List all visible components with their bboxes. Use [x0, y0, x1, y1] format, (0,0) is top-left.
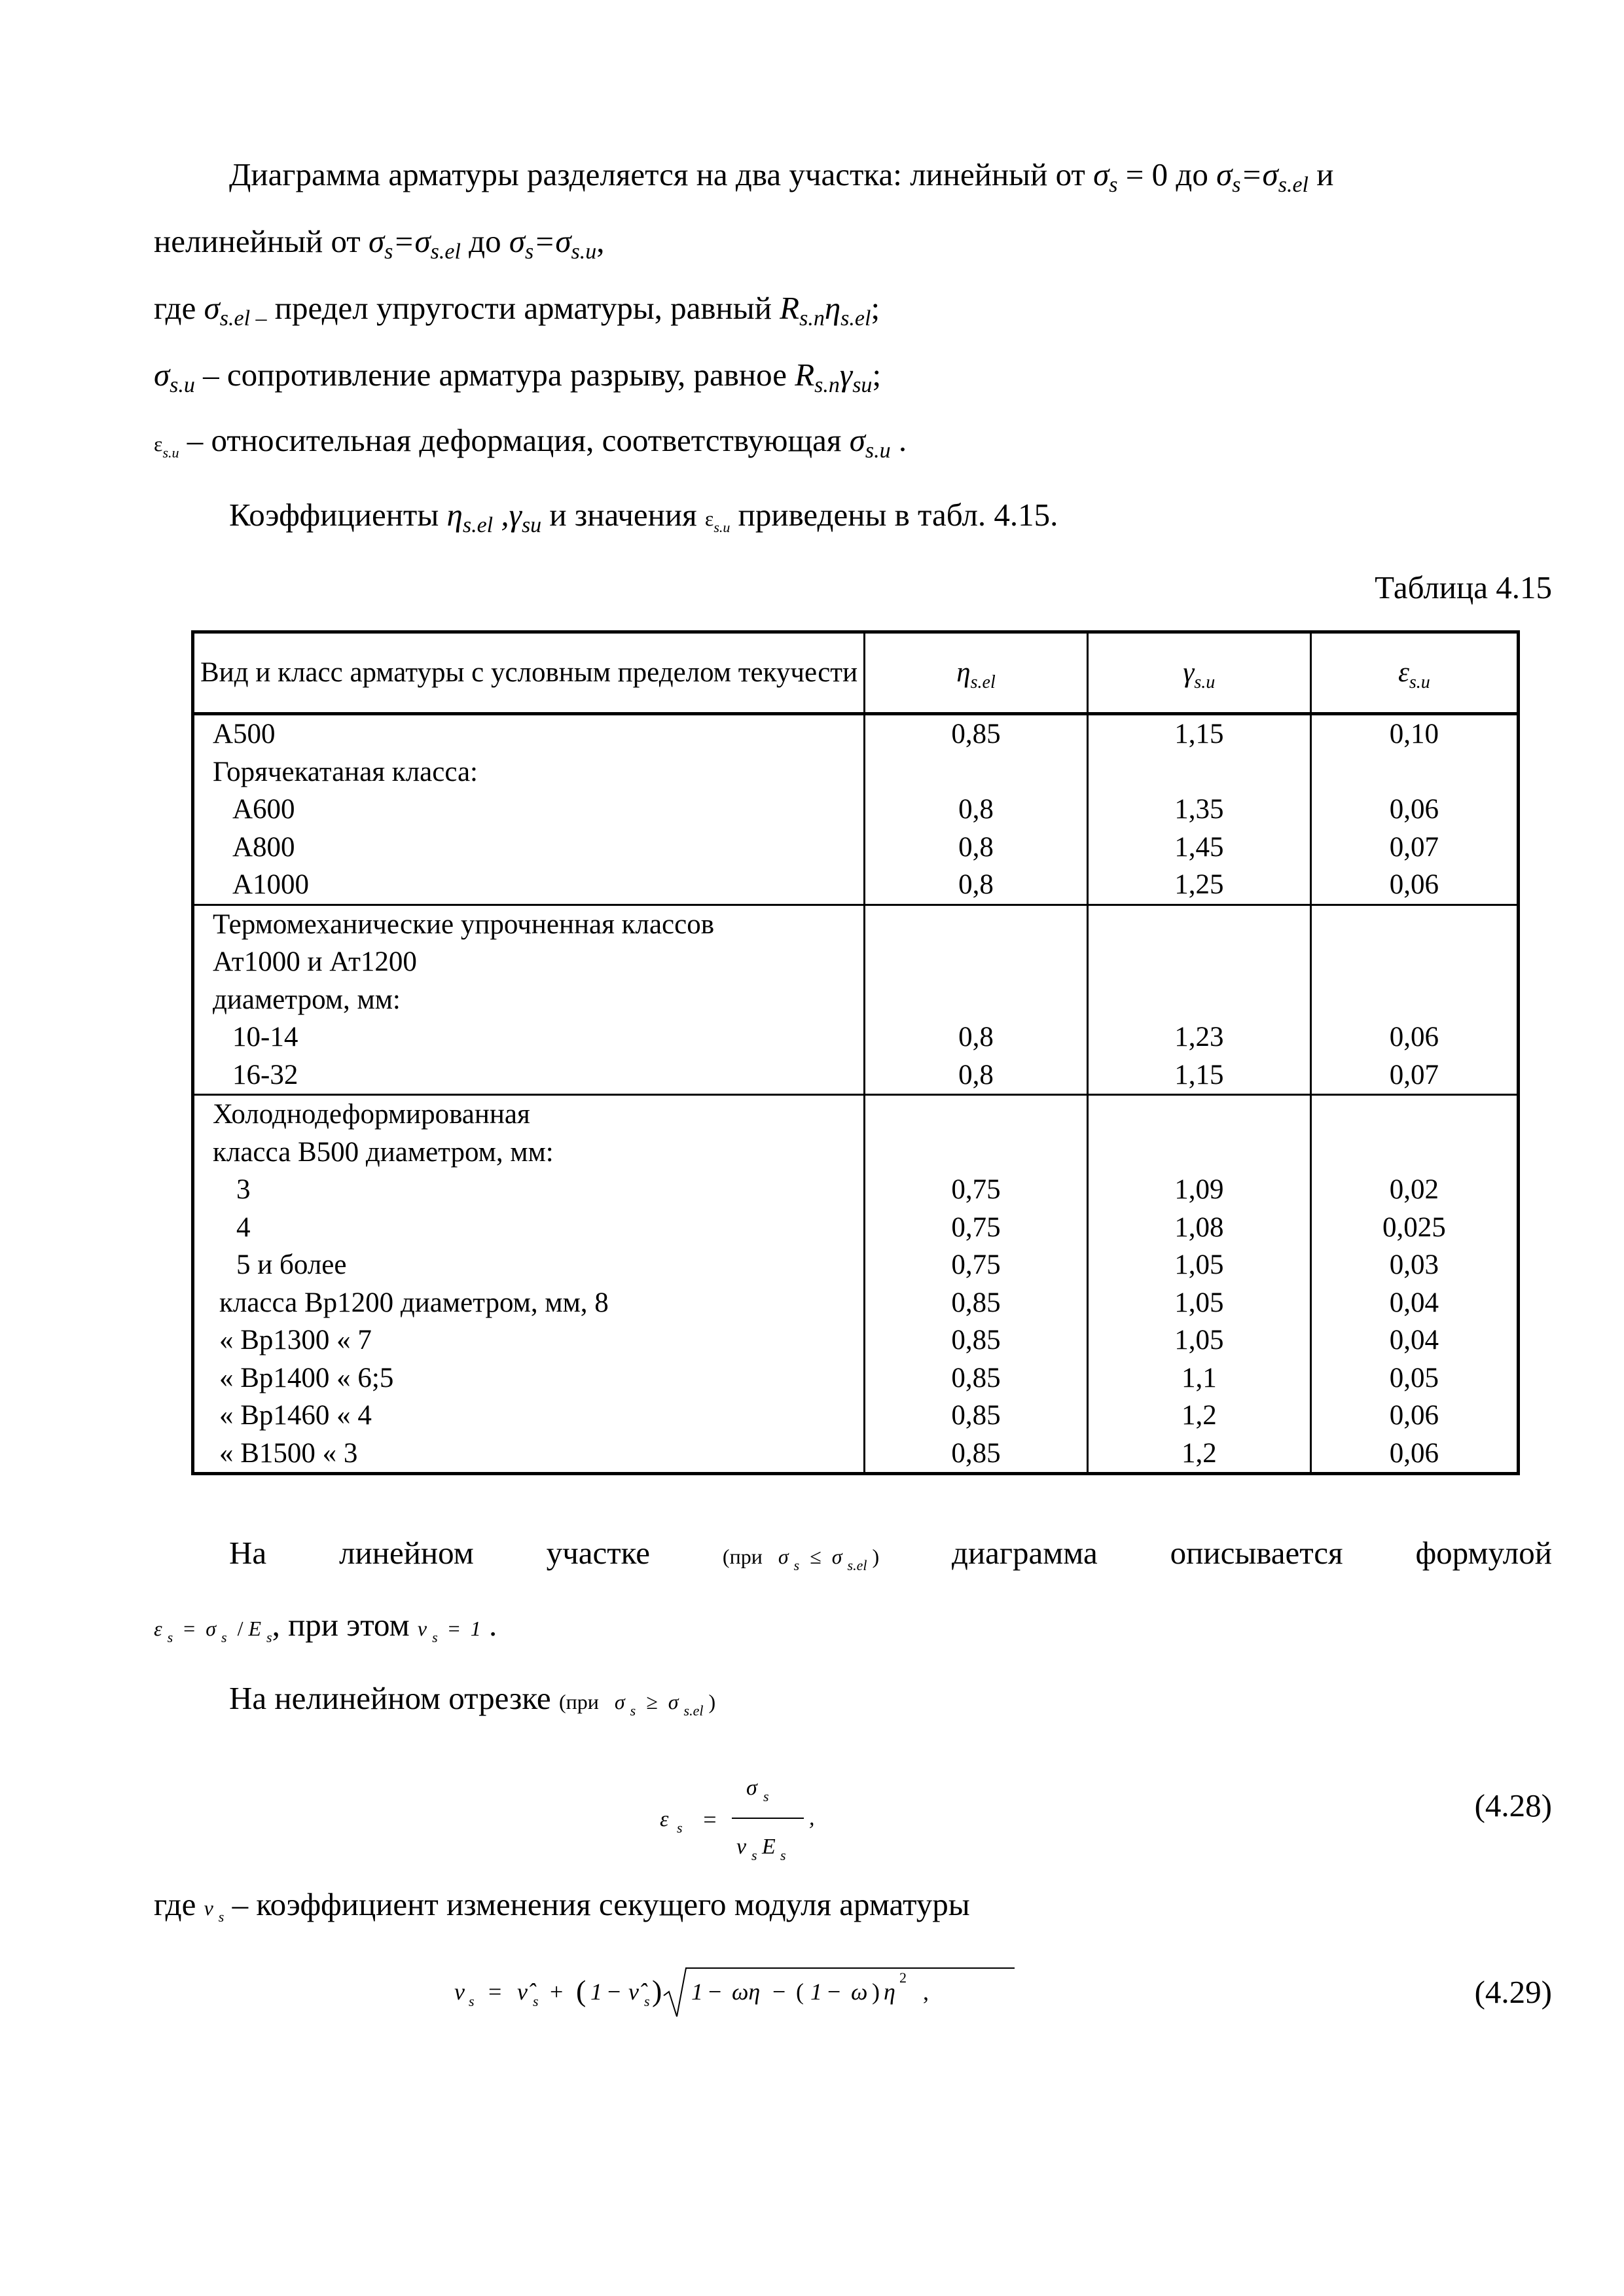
table-row-label: А500: [213, 719, 276, 749]
svg-text:1: 1: [810, 1979, 822, 2005]
equation-4-29: [452, 1954, 1080, 2029]
svg-text:−: −: [708, 1979, 722, 2005]
svg-text:E: E: [762, 1835, 776, 1859]
eps-value: 0,05: [1389, 1362, 1439, 1393]
eps-value: 0,02: [1389, 1174, 1439, 1205]
table-row-label: Термомеханические упрочненная классов: [213, 908, 715, 940]
eta-value: 0,85: [951, 1362, 1001, 1393]
eps-value: [1312, 943, 1517, 981]
gamma-value: 1,05: [1174, 1325, 1224, 1355]
eps-value: 0,07: [1389, 1059, 1439, 1090]
table-group-1: [193, 714, 1519, 905]
header-eps: $\varepsilon_{s.u}$: [1310, 632, 1518, 714]
eta-value: [865, 906, 1087, 944]
table-row-label: Горячекатаная класса:: [213, 756, 478, 787]
eps-value: 0,04: [1389, 1325, 1439, 1355]
intro-line-1: Диаграмма арматуры разделяется на два участка: линейный от $\sigma_s = 0$ до $\sigma_s=\sigma_{s.el}$ и: [229, 156, 1334, 197]
table-row-label: диаметром, мм:: [213, 984, 401, 1015]
eps-value: [1312, 981, 1517, 1019]
eps-value: 0,10: [1389, 719, 1439, 749]
gamma-value: 1,2: [1181, 1400, 1217, 1431]
intro-line-4: $\sigma_{s.u}$ – сопротивление арматура разрыву, равное $R_{s.n}\gamma_{su}$;: [154, 357, 882, 397]
eps-value: 0,06: [1389, 1400, 1439, 1431]
eta-value: [865, 981, 1087, 1019]
svg-text:ν: ν: [454, 1979, 465, 2005]
gamma-value: 1,45: [1174, 831, 1224, 863]
eta-value: 0,8: [958, 1059, 994, 1090]
table-row-label: А1000: [232, 869, 310, 900]
after-line-1: На линейном участке (при σ $_s$ ≤ σ $_{s.el}$ ) диаграмма описывается формулой: [229, 1535, 1552, 1573]
eps-value: [1312, 1096, 1517, 1134]
svg-text:−: −: [607, 1979, 621, 2005]
table-row-label: « В1500 « 3: [219, 1437, 358, 1469]
svg-text:ν̂: ν̂: [517, 1979, 528, 2005]
svg-text:s: s: [677, 1820, 683, 1836]
table-row-label: 4: [236, 1211, 251, 1243]
gamma-value: 1,23: [1174, 1022, 1224, 1052]
gamma-value: [1089, 981, 1310, 1019]
after-line-4: где ν $_s$ – коэффициент изменения секущего модуля арматуры: [154, 1886, 970, 1925]
svg-text:,: ,: [923, 1979, 929, 2005]
table-row-label: « Вр1460 « 4: [219, 1400, 372, 1431]
gamma-value: 1,35: [1174, 794, 1224, 825]
equation-number-4-29: (4.29): [1474, 1974, 1552, 2010]
svg-text:s: s: [751, 1847, 757, 1863]
gamma-value: 1,15: [1174, 719, 1224, 749]
eta-value: [865, 943, 1087, 981]
eta-value: 0,85: [951, 1400, 1001, 1431]
eta-value: 0,75: [951, 1174, 1001, 1205]
svg-text:(: (: [576, 1974, 586, 2007]
eps-value: 0,06: [1389, 1022, 1439, 1052]
gamma-value: 1,09: [1174, 1174, 1224, 1205]
intro-line-3: где $\sigma_{s.el -}$ предел упругости арматуры, равный $R_{s.n}\eta_{s.el}$;: [154, 290, 880, 331]
table-row-label: класса Вр1200 диаметром, мм, 8: [219, 1287, 609, 1318]
eps-value: 0,06: [1389, 869, 1439, 900]
svg-text:1: 1: [691, 1979, 703, 2005]
table-header-row: [193, 632, 1519, 714]
table-row-label: класса В500 диаметром, мм:: [213, 1136, 554, 1168]
equation-number-4-28: (4.28): [1474, 1787, 1552, 1823]
svg-text:ω: ω: [851, 1979, 868, 2005]
gamma-value: [1089, 1134, 1310, 1172]
table-row-label: А800: [232, 831, 295, 863]
eta-value: 0,75: [951, 1249, 1001, 1280]
gamma-value: [1089, 943, 1310, 981]
eps-value: [1312, 906, 1517, 944]
eps-value: [1312, 1134, 1517, 1172]
intro-line-5: $\varepsilon_{s.u}$ – относительная деформация, соответствующая $\sigma_{s.u}$ .: [154, 422, 907, 463]
header-eta: $\eta_{s.el}$: [865, 632, 1088, 714]
svg-text:ν: ν: [736, 1835, 747, 1859]
table-row-label: Ат1000 и Ат1200: [213, 946, 417, 977]
svg-text:−: −: [772, 1979, 786, 2005]
eta-value: [865, 753, 1087, 791]
table-caption: Таблица 4.15: [1375, 569, 1552, 605]
gamma-value: 1,05: [1174, 1287, 1224, 1318]
gamma-value: [1089, 906, 1310, 944]
secant-modulus-formula: [452, 1954, 1080, 2026]
svg-text:=: =: [702, 1806, 718, 1833]
reinforcement-table: [191, 630, 1520, 1475]
svg-text:ε: ε: [660, 1807, 669, 1831]
svg-text:2: 2: [899, 1969, 907, 1986]
eta-value: 0,85: [951, 1437, 1001, 1469]
svg-text:−: −: [827, 1979, 841, 2005]
svg-text:ν̂: ν̂: [628, 1979, 639, 2005]
eta-value: [865, 1096, 1087, 1134]
gamma-value: [1089, 1096, 1310, 1134]
eta-value: 0,8: [958, 869, 994, 900]
after-line-3: На нелинейном отрезке (при σ $_s$ ≥ σ $_{s.el}$ ): [229, 1680, 716, 1719]
svg-text:(: (: [796, 1979, 804, 2005]
svg-text:ωη: ωη: [732, 1979, 761, 2005]
eta-value: 0,75: [951, 1211, 1001, 1243]
gamma-value: [1089, 753, 1310, 791]
svg-text:+: +: [550, 1979, 564, 2005]
svg-text:σ: σ: [746, 1776, 757, 1800]
table-row-label: Холоднодеформированная: [213, 1099, 530, 1130]
fraction-epsilon-sigma-over-nu-e: [655, 1761, 864, 1872]
eta-value: 0,8: [958, 831, 994, 863]
svg-text:s: s: [533, 1993, 539, 2009]
table-group-2: [193, 905, 1519, 1095]
eta-value: 0,85: [951, 1287, 1001, 1318]
eps-value: 0,06: [1389, 794, 1439, 825]
equation-4-28: [655, 1761, 864, 1878]
after-line-2: ε $_s$ = σ $_s$ / E $_s$, при этом ν $_s$ = 1 .: [154, 1607, 497, 1645]
table-row-label: 10-14: [232, 1022, 298, 1052]
eps-value: 0,04: [1389, 1287, 1439, 1318]
svg-text:1: 1: [590, 1979, 602, 2005]
svg-text:s: s: [780, 1847, 786, 1863]
table-row-label: А600: [232, 794, 295, 825]
eta-value: [865, 1134, 1087, 1172]
svg-text:η: η: [884, 1979, 895, 2005]
table-row-label: « Вр1300 « 7: [219, 1325, 372, 1355]
eps-value: [1312, 753, 1517, 791]
gamma-value: 1,1: [1181, 1362, 1217, 1393]
svg-text:,: ,: [809, 1806, 815, 1830]
svg-text:s: s: [763, 1788, 769, 1804]
svg-text:): ): [872, 1979, 880, 2005]
gamma-value: 1,05: [1174, 1249, 1224, 1280]
eta-value: 0,85: [951, 719, 1001, 749]
svg-text:=: =: [488, 1979, 502, 2005]
eps-value: 0,025: [1382, 1211, 1446, 1243]
table-row-label: 16-32: [232, 1059, 298, 1090]
eps-value: 0,03: [1389, 1249, 1439, 1280]
table-group-3: [193, 1095, 1519, 1474]
svg-text:s: s: [644, 1993, 650, 2009]
eta-value: 0,85: [951, 1325, 1001, 1355]
gamma-value: 1,15: [1174, 1059, 1224, 1090]
header-gamma: $\gamma_{s.u}$: [1087, 632, 1310, 714]
eps-value: 0,07: [1389, 831, 1439, 863]
header-type: Вид и класс арматуры с условным пределом текучести: [193, 632, 865, 714]
intro-line-6: Коэффициенты $\eta_{s.el}$ $,\gamma_{su}$ и значения $\varepsilon_{s.u}$ приведены в табл. 4.15.: [229, 497, 1058, 537]
intro-line-2: нелинейный от $\sigma_s=\sigma_{s.el}$ до $\sigma_s=\sigma_{s.u}$,: [154, 223, 605, 264]
svg-text:): ): [652, 1974, 662, 2007]
eta-value: 0,8: [958, 1022, 994, 1052]
eps-value: 0,06: [1389, 1437, 1439, 1469]
svg-text:s: s: [469, 1993, 475, 2009]
gamma-value: 1,25: [1174, 869, 1224, 900]
table-row-label: 5 и более: [236, 1249, 347, 1280]
table-row-label: « Вр1400 « 6;5: [219, 1362, 394, 1393]
eta-value: 0,8: [958, 794, 994, 825]
gamma-value: 1,08: [1174, 1211, 1224, 1243]
table-row-label: 3: [236, 1174, 251, 1205]
gamma-value: 1,2: [1181, 1437, 1217, 1469]
